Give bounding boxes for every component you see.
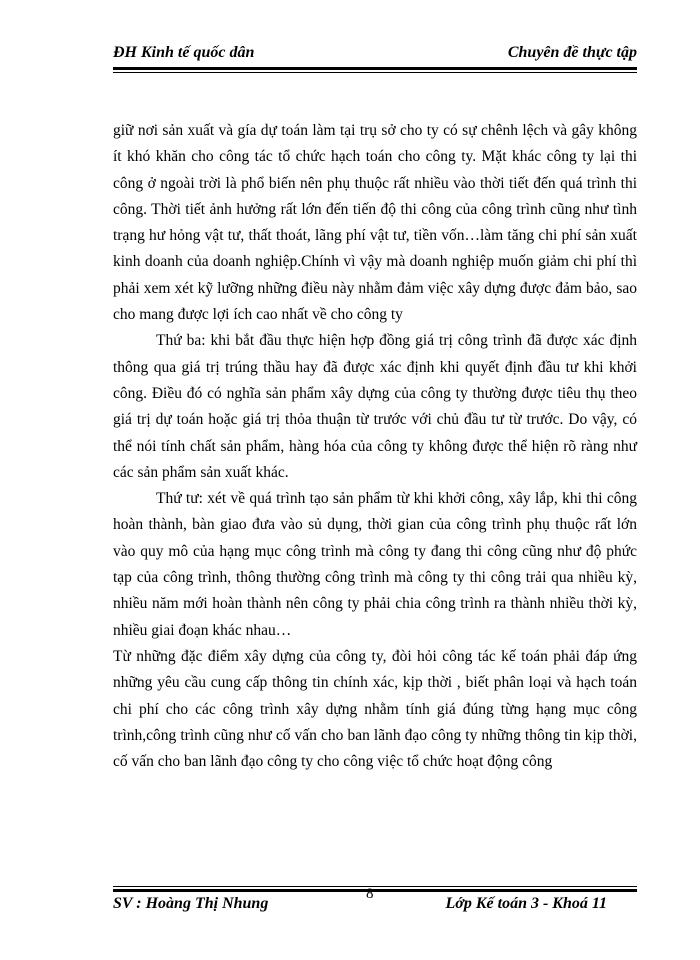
header-rule-thin	[113, 72, 637, 73]
page-footer	[113, 895, 637, 917]
paragraph-thu-ba: Thứ ba: khi bắt đầu thực hiện hợp đồng giá trị công trình đã được xác định thông qua giá trị trúng thầu hay đã được xác định khi quyết định đầu tư khi khởi công. Điều đó có nghĩa sản phẩm xây dựng của công ty thường được tiêu thụ theo giá trị dự toán hoặc giá trị thỏa thuận từ trước với chủ đầu tư từ trước. Do vậy, có thể nói tính chất sản phẩm, hàng hóa của công ty không được thể hiện rõ ràng như các sản phẩm sản xuất khác.	[113, 332, 637, 481]
footer-rule-thick	[113, 889, 637, 892]
document-body	[113, 118, 637, 775]
footer-class-name: Lớp Kế toán 3 - Khoá 11	[445, 895, 607, 912]
paragraph-thu-tu: Thứ tư: xét về quá trình tạo sản phẩm từ khi khởi công, xây lắp, khi thi công hoàn thành, bàn giao đưa vào sủ dụng, thời gian của công trình phụ thuộc rất lớn vào quy mô của hạng mục công trình mà công ty đang thi công cũng như độ phức tạp của công trình, thông thường công trình mà công ty thi công trải qua nhiều kỳ, nhiều năm mới hoàn thành nên công ty phải chia công trình ra thành nhiều thời kỳ, nhiều giai đoạn khác nhau…	[113, 490, 637, 639]
paragraph-continuation: giữ nơi sản xuất và gía dự toán làm tại trụ sở cho ty có sự chênh lệch và gây không ít khó khăn cho công tác tổ chức hạch toán cho công ty. Mặt khác công ty lại thi công ở ngoài trời là phổ biến nên phụ thuộc rất nhiều vào thời tiết đến quá trình thi công. Thời tiết ảnh hưởng rất lớn đến tiến độ thi công của công trình cũng như tình trạng hư hỏng vật tư, thất thoát, lãng phí vật tư, tiền vốn…làm tăng chi phí sản xuất kinh doanh của doanh nghiệp.Chính vì vậy mà doanh nghiệp muốn giảm chi phí thì phải xem xét kỹ lưỡng những điều này nhằm đảm việc xây dựng được đảm bảo, sao cho mang được lợi ích cao nhất về cho công ty	[113, 122, 637, 324]
paragraph-conclusion: Từ những đặc điểm xây dựng của công ty, đòi hỏi công tác kế toán phải đáp ứng những yêu cầu cung cấp thông tin chính xác, kịp thời , biết phân loại và hạch toán chi phí cho các công trình xây dựng nhằm tính giá đúng từng hạng mục công trình,công trình cũng như cố vấn cho ban lãnh đạo công ty những thông tin kịp thời, cố vấn cho ban lãnh đạo công ty cho công việc tổ chức hoạt động công	[113, 647, 637, 771]
header-document-type: Chuyên đề thực tập	[507, 44, 637, 61]
footer-rule-thin	[113, 886, 637, 887]
header-university: ĐH Kinh tế quốc dân	[113, 44, 255, 61]
footer-student-name: SV : Hoàng Thị Nhung	[113, 895, 269, 912]
page-header	[113, 44, 637, 66]
header-rule-thick	[113, 67, 637, 70]
page-number: 8	[366, 886, 374, 902]
